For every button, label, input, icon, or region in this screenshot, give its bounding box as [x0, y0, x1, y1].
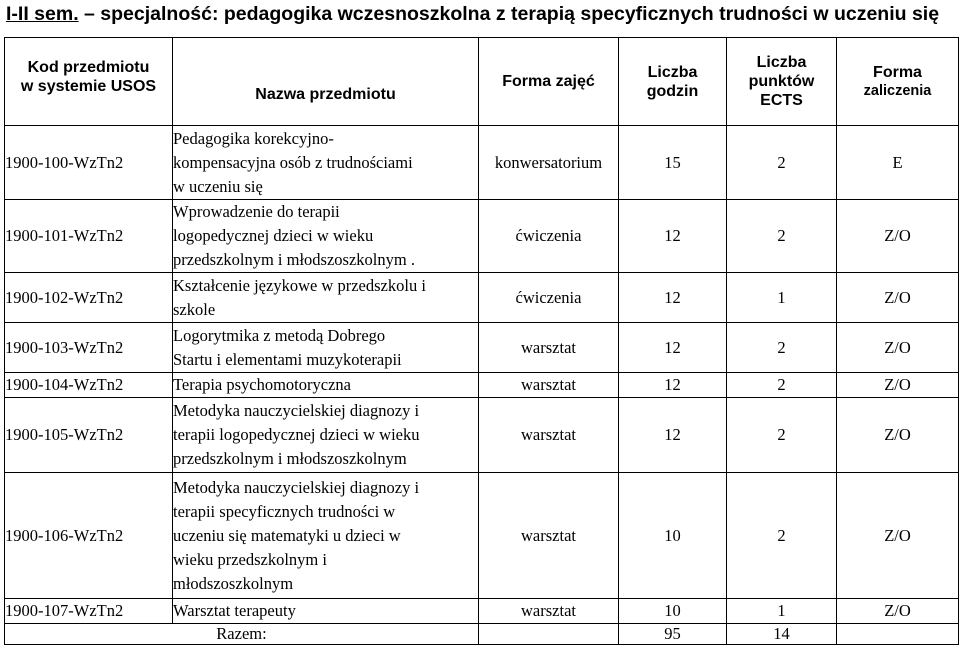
courses-table	[4, 37, 959, 645]
course-ects: 1	[727, 273, 837, 323]
header-kod	[5, 38, 173, 126]
course-zaliczenie: Z/O	[837, 273, 959, 323]
course-ects: 2	[727, 373, 837, 398]
course-forma: warsztat	[479, 599, 619, 624]
header-godziny-line2: godzin	[646, 82, 699, 100]
course-name-line: wieku przedszkolnym i	[173, 549, 327, 569]
course-name-line: przedszkolnym i młodszoszkolnym	[173, 449, 407, 468]
course-hours: 12	[619, 273, 727, 323]
course-hours: 12	[619, 373, 727, 398]
course-zaliczenie: Z/O	[837, 599, 959, 624]
course-name-line: terapii logopedycznej dzieci w wieku	[173, 425, 420, 444]
course-ects: 2	[727, 126, 837, 200]
header-zal-line1: Forma	[873, 63, 922, 81]
course-forma: ćwiczenia	[479, 200, 619, 273]
course-code: 1900-104-WzTn2	[5, 373, 173, 398]
course-name-line: Pedagogika korekcyjno-	[173, 128, 334, 148]
header-nazwa: Nazwa przedmiotu	[173, 38, 479, 126]
header-kod-line2: w systemie USOS	[20, 78, 157, 95]
header-godziny	[619, 38, 727, 126]
header-row	[5, 38, 959, 126]
course-hours: 10	[619, 599, 727, 624]
course-name	[173, 473, 479, 599]
table-row	[5, 398, 959, 473]
title-prefix: I-II sem.	[6, 3, 79, 25]
course-hours: 12	[619, 200, 727, 273]
course-ects: 2	[727, 323, 837, 373]
course-code: 1900-103-WzTn2	[5, 323, 173, 373]
course-name-line: Kształcenie językowe w przedszkolu i	[173, 275, 426, 295]
course-name-line: w uczeniu się	[173, 176, 263, 196]
course-name-line: Logorytmika z metodą Dobrego	[173, 325, 386, 345]
summary-hours: 95	[619, 624, 727, 645]
course-name	[173, 373, 479, 398]
course-hours: 12	[619, 398, 727, 473]
course-hours: 15	[619, 126, 727, 200]
course-zaliczenie: Z/O	[837, 323, 959, 373]
course-forma: warsztat	[479, 473, 619, 599]
summary-empty-cell	[837, 624, 959, 645]
header-godziny-line1: Liczba	[647, 63, 698, 81]
course-code: 1900-106-WzTn2	[5, 473, 173, 599]
table-row	[5, 599, 959, 624]
course-forma: warsztat	[479, 323, 619, 373]
table-row	[5, 373, 959, 398]
header-ects-line2: punktów	[748, 73, 815, 90]
header-ects	[727, 38, 837, 126]
course-name	[173, 200, 479, 273]
course-code: 1900-101-WzTn2	[5, 200, 173, 273]
course-hours: 12	[619, 323, 727, 373]
course-ects: 2	[727, 473, 837, 599]
header-zaliczenie	[837, 38, 959, 126]
title-text: – specjalność: pedagogika wczesnoszkolna z terapią specyficznych trudności w uczeniu się	[78, 3, 940, 25]
summary-row	[5, 624, 959, 645]
summary-label: Razem:	[5, 624, 479, 645]
summary-empty-cell	[479, 624, 619, 645]
course-name-line: kompensacyjna osób z trudnościami	[173, 152, 413, 172]
course-name-line: Warsztat terapeuty	[173, 601, 296, 620]
course-name-line: logopedycznej dzieci w wieku	[173, 226, 374, 245]
page-title	[6, 0, 939, 36]
header-ects-line3: ECTS	[760, 92, 803, 109]
table-row	[5, 473, 959, 599]
course-ects: 1	[727, 599, 837, 624]
course-name-line: uczeniu się matematyki u dzieci w	[173, 525, 401, 545]
course-zaliczenie: Z/O	[837, 200, 959, 273]
course-name-line: Metodyka nauczycielskiej diagnozy i	[173, 477, 420, 497]
header-kod-line1: Kod przedmiotu	[27, 59, 150, 76]
course-name-line: Wprowadzenie do terapii	[173, 202, 340, 221]
course-zaliczenie: Z/O	[837, 398, 959, 473]
table-row	[5, 126, 959, 200]
course-name-line: Terapia psychomotoryczna	[173, 375, 351, 394]
header-zal-line2: zaliczenia	[863, 82, 932, 99]
course-code: 1900-105-WzTn2	[5, 398, 173, 473]
course-ects: 2	[727, 398, 837, 473]
course-forma: warsztat	[479, 398, 619, 473]
course-name	[173, 398, 479, 473]
table-row	[5, 273, 959, 323]
course-name-line: terapii specyficznych trudności w	[173, 501, 396, 521]
course-name-line: Metodyka nauczycielskiej diagnozy i	[173, 401, 420, 420]
course-name	[173, 273, 479, 323]
course-name	[173, 126, 479, 200]
header-forma: Forma zajęć	[479, 38, 619, 126]
course-zaliczenie: Z/O	[837, 473, 959, 599]
course-forma: ćwiczenia	[479, 273, 619, 323]
course-name-line: szkole	[173, 299, 216, 319]
course-ects: 2	[727, 200, 837, 273]
course-name-line: Startu i elementami muzykoterapii	[173, 349, 402, 369]
summary-ects: 14	[727, 624, 837, 645]
course-name-line: przedszkolnym i młodszoszkolnym .	[173, 250, 415, 269]
course-forma: konwersatorium	[479, 126, 619, 200]
course-forma: warsztat	[479, 373, 619, 398]
course-name	[173, 323, 479, 373]
table-row	[5, 323, 959, 373]
header-ects-line1: Liczba	[756, 54, 807, 71]
course-name	[173, 599, 479, 624]
table-row	[5, 200, 959, 273]
course-hours: 10	[619, 473, 727, 599]
course-code: 1900-100-WzTn2	[5, 126, 173, 200]
course-zaliczenie: Z/O	[837, 373, 959, 398]
course-code: 1900-107-WzTn2	[5, 599, 173, 624]
course-name-line: młodszoszkolnym	[173, 573, 294, 593]
course-zaliczenie: E	[837, 126, 959, 200]
course-code: 1900-102-WzTn2	[5, 273, 173, 323]
